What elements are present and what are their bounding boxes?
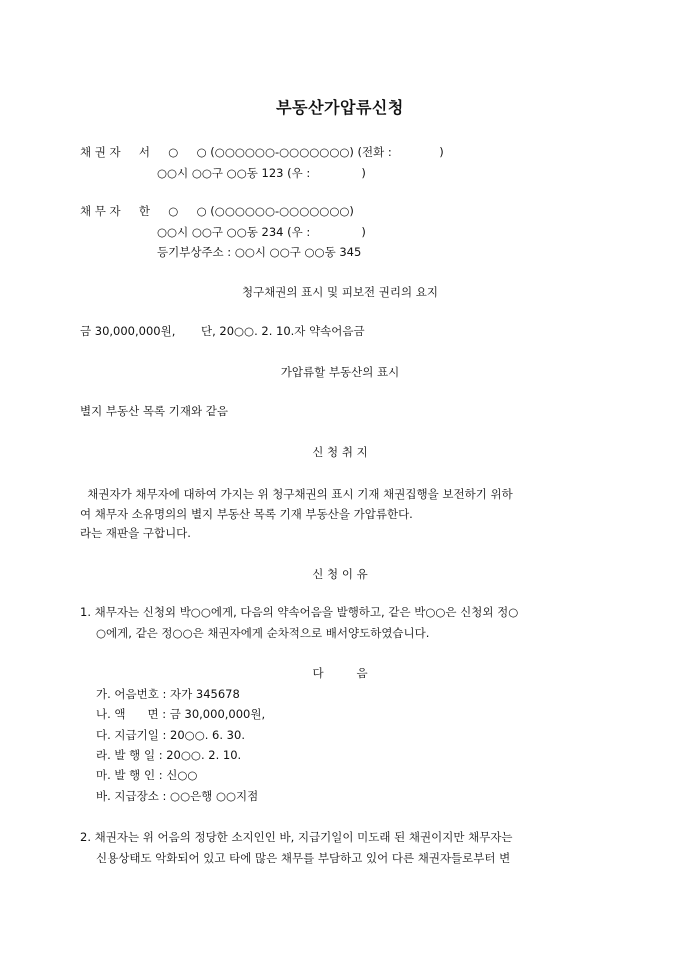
claim-heading: 청구채권의 표시 및 피보전 권리의 요지 [241,285,439,299]
property-heading: 가압류할 부동산의 표시 [280,365,400,379]
debtor-line: 채 무 자 한 ○ ○ (○○○○○○-○○○○○○○) [80,204,354,218]
debtor-registered-address: 등기부상주소 : ○○시 ○○구 ○○동 345 [157,245,362,259]
note-item-3: 다. 지급기일 : 20○○. 6. 30. [96,728,245,742]
purpose-heading: 신 청 취 지 [312,445,368,459]
purpose-line-1: 채권자가 채무자에 대하여 가지는 위 청구채권의 표시 기재 채권집행을 보전하기 위하 [80,487,513,501]
creditor-line: 채 권 자 서 ○ ○ (○○○○○○-○○○○○○○) (전화 : ) [80,145,444,159]
debtor-address: ○○시 ○○구 ○○동 234 (우 : ) [157,225,366,239]
note-heading: 다 음 [312,666,368,680]
note-item-1: 가. 어음번호 : 자가 345678 [96,687,240,701]
note-item-2: 나. 액 면 : 금 30,000,000원, [96,707,266,721]
note-item-5: 마. 발 행 인 : 신○○ [96,768,198,782]
reason-1-line-1: 1. 채무자는 신청외 박○○에게, 다음의 약속어음을 발행하고, 같은 박○○은 신청외 정○ [80,605,519,619]
purpose-line-3: 라는 재판을 구합니다. [80,526,191,540]
property-text: 별지 부동산 목록 기재와 같음 [80,404,228,418]
document-title: 부동산가압류신청 [276,98,404,117]
claim-text: 금 30,000,000원, 단, 20○○. 2. 10.자 약속어음금 [80,324,365,338]
reason-2-line-2: 신용상태도 악화되어 있고 타에 많은 채무를 부담하고 있어 다른 채권자들로부터 변 [96,851,511,865]
reason-1-line-2: ○에게, 같은 정○○은 채권자에게 순차적으로 배서양도하였습니다. [96,626,430,640]
creditor-address: ○○시 ○○구 ○○동 123 (우 : ) [157,166,366,180]
reason-heading: 신 청 이 유 [312,567,368,581]
reason-2-line-1: 2. 채권자는 위 어음의 정당한 소지인인 바, 지급기일이 미도래 된 채권이지만 채무자는 [80,830,513,844]
note-item-4: 라. 발 행 일 : 20○○. 2. 10. [96,748,242,762]
purpose-line-2: 여 채무자 소유명의의 별지 부동산 목록 기재 부동산을 가압류한다. [80,507,413,521]
note-item-6: 바. 지급장소 : ○○은행 ○○지점 [96,789,259,803]
